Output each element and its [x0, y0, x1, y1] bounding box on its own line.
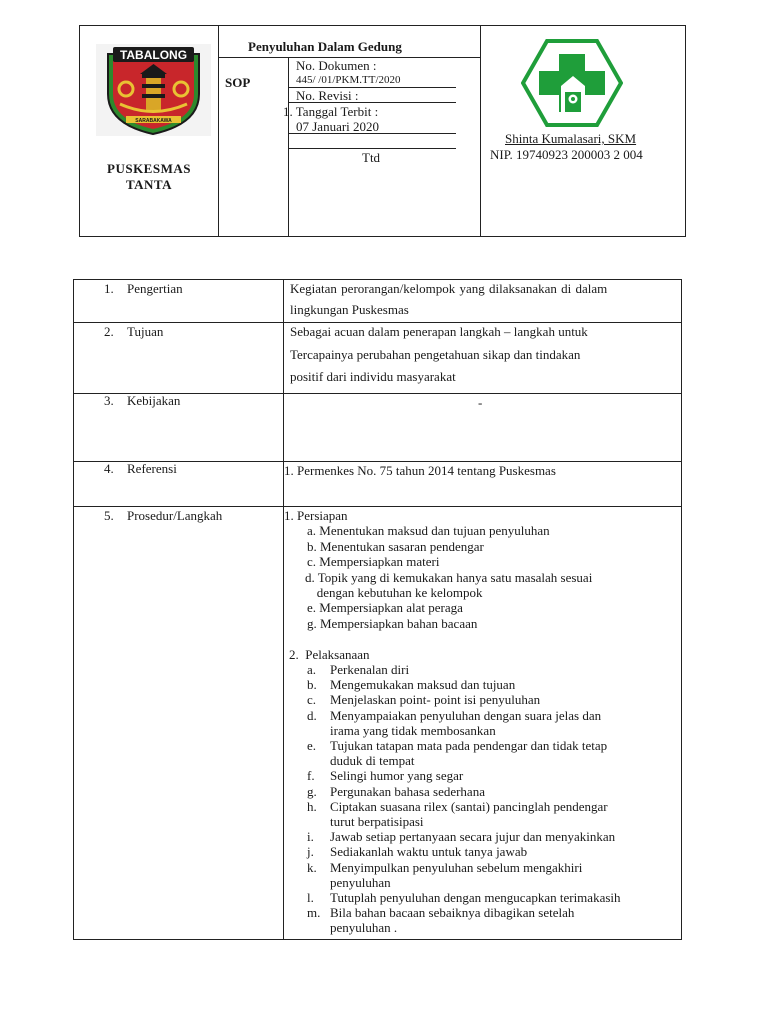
persiapan-item: d. Topik yang di kemukakan hanya satu masalah sesuai: [305, 570, 593, 585]
section-number: 1.: [104, 281, 114, 296]
section-number: 5.: [104, 508, 114, 523]
no-dokumen-label: No. Dokumen :: [296, 58, 377, 73]
pelaksanaan-item: Menyampaiakan penyuluhan dengan suara jelas dan: [330, 707, 602, 723]
section-number: 2.: [104, 324, 114, 339]
pelaksanaan-item: penyuluhan: [330, 874, 391, 890]
section-label-referensi: Referensi: [127, 461, 177, 476]
persiapan-item: c. Mempersiapkan materi: [307, 554, 440, 569]
section-number: 4.: [104, 461, 114, 476]
pelaksanaan-item: Bila bahan bacaan sebaiknya dibagikan setelah: [330, 905, 575, 921]
pelaksanaan-marker: c.: [307, 692, 317, 708]
pelaksanaan-marker: e.: [307, 738, 317, 753]
no-dokumen-value: 445/ /01/PKM.TT/2020: [296, 74, 401, 86]
tanggal-terbit-label: 1. Tanggal Terbit :: [283, 104, 379, 119]
pelaksanaan-marker: b.: [307, 677, 317, 693]
referensi-value: 1. Permenkes No. 75 tahun 2014 tentang Puskesmas: [284, 463, 556, 478]
persiapan-item: b. Menentukan sasaran pendengar: [307, 539, 484, 554]
pelaksanaan-item: irama yang tidak membosankan: [330, 722, 496, 738]
pelaksanaan-marker: f.: [307, 768, 315, 784]
document-title: Penyuluhan Dalam Gedung: [248, 39, 402, 54]
pelaksanaan-heading: 2. Pelaksanaan: [289, 647, 370, 662]
section-number: 3.: [104, 393, 114, 408]
logo-subtext: SARABAKAWA: [135, 118, 172, 124]
pelaksanaan-item: turut berpatisipasi: [330, 814, 424, 829]
pelaksanaan-item: Perkenalan diri: [330, 662, 410, 677]
no-revisi-label: No. Revisi :: [296, 88, 359, 103]
pelaksanaan-marker: l.: [307, 890, 314, 905]
sop-label: SOP: [225, 75, 251, 90]
pelaksanaan-marker: g.: [307, 783, 317, 799]
signatory-name: Shinta Kumalasari, SKM: [505, 131, 637, 146]
signatory-nip: NIP. 19740923 200003 2 004: [490, 147, 643, 162]
pelaksanaan-item: duduk di tempat: [330, 753, 415, 769]
section-label-pengertian: Pengertian: [127, 281, 183, 296]
pelaksanaan-marker: m.: [307, 905, 321, 921]
pelaksanaan-marker: i.: [307, 829, 314, 845]
pelaksanaan-marker: a.: [307, 662, 317, 677]
section-label-prosedur: Prosedur/Langkah: [127, 508, 223, 523]
tanggal-terbit-value: 07 Januari 2020: [296, 119, 380, 134]
org-name-line2: TANTA: [125, 177, 173, 192]
pelaksanaan-marker: h.: [307, 798, 317, 814]
tujuan-line: Sebagai acuan dalam penerapan langkah – langkah untuk: [290, 324, 588, 339]
tujuan-line: positif dari individu masyarakat: [290, 369, 456, 384]
logo-text: TABALONG: [119, 48, 188, 62]
tujuan-line: Tercapainya perubahan pengetahuan sikap dan tindakan: [290, 347, 581, 362]
kebijakan-value: -: [478, 395, 483, 410]
pelaksanaan-item: Selingi humor yang segar: [330, 768, 464, 784]
pelaksanaan-item: Tutuplah penyuluhan dengan mengucapkan terimakasih: [330, 890, 621, 905]
puskesmas-logo: [521, 38, 623, 128]
section-label-tujuan: Tujuan: [127, 324, 164, 339]
pelaksanaan-item: Mengemukakan maksud dan tujuan: [330, 677, 516, 693]
pelaksanaan-item: Ciptakan suasana rilex (santai) pancinglah pendengar: [330, 798, 608, 814]
pelaksanaan-item: Tujukan tatapan mata pada pendengar dan tidak tetap: [330, 738, 608, 753]
persiapan-item: dengan kebutuhan ke kelompok: [307, 585, 483, 600]
pengertian-line: lingkungan Puskesmas: [290, 302, 409, 317]
persiapan-item: g. Mempersiapkan bahan bacaan: [307, 616, 478, 631]
pelaksanaan-marker: d.: [307, 707, 317, 723]
pelaksanaan-marker: k.: [307, 859, 317, 875]
persiapan-heading: 1. Persiapan: [284, 508, 348, 523]
pelaksanaan-item: Menjelaskan point- point isi penyuluhan: [330, 692, 541, 708]
org-name-line1: PUSKESMAS: [107, 161, 191, 176]
pelaksanaan-marker: j.: [307, 844, 314, 860]
pelaksanaan-item: Jawab setiap pertanyaan secara jujur dan menyakinkan: [330, 829, 616, 845]
pelaksanaan-item: Sediakanlah waktu untuk tanya jawab: [330, 844, 528, 860]
tabalong-logo: [96, 44, 211, 136]
pengertian-line: Kegiatan perorangan/kelompok yang dilaksanakan di dalam: [290, 281, 608, 296]
pelaksanaan-item: Menyimpulkan penyuluhan sebelum mengakhiri: [330, 859, 583, 875]
ttd-label: Ttd: [362, 150, 381, 165]
pelaksanaan-item: penyuluhan .: [330, 920, 398, 936]
persiapan-item: e. Mempersiapkan alat peraga: [307, 600, 463, 615]
section-label-kebijakan: Kebijakan: [127, 393, 181, 408]
persiapan-item: a. Menentukan maksud dan tujuan penyuluhan: [307, 523, 550, 538]
pelaksanaan-item: Pergunakan bahasa sederhana: [330, 783, 485, 799]
